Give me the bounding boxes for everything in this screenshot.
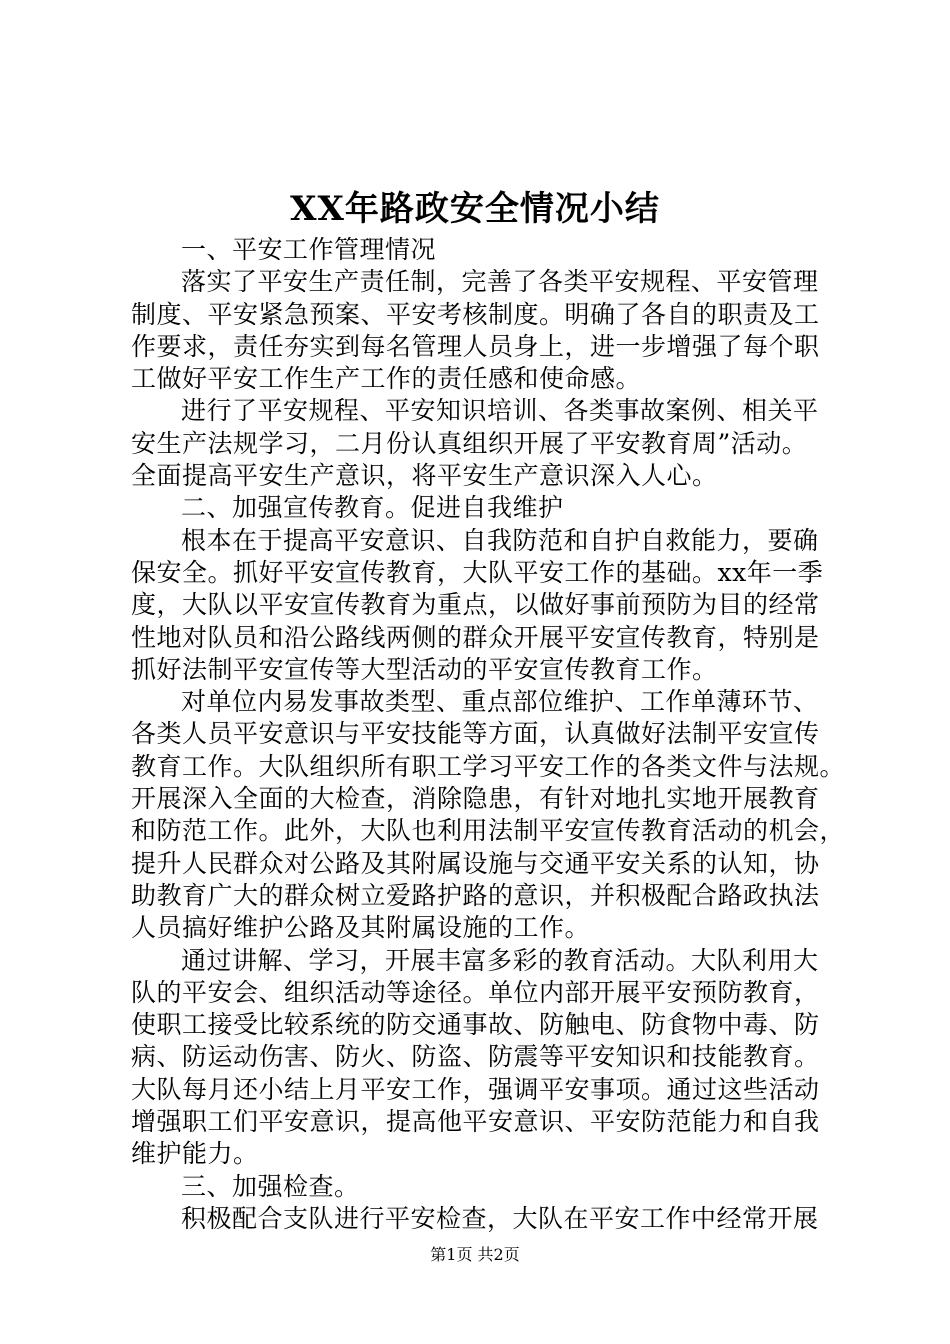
paragraph-line: 制度、平安紧急预案、平安考核制度。明确了各自的职责及工: [131, 299, 820, 329]
paragraph-line: 保安全。抓好平安宣传教育，大队平安工作的基础。xx年一季: [131, 557, 824, 587]
paragraph-line: 病、防运动伤害、防火、防盗、防震等平安知识和技能教育。: [131, 1042, 820, 1072]
paragraph-line: 维护能力。: [131, 1139, 259, 1169]
paragraph-line: 度，大队以平安宣传教育为重点，以做好事前预防为目的经常: [131, 590, 820, 620]
paragraph-line: 抓好法制平安宣传等大型活动的平安宣传教育工作。: [131, 654, 718, 684]
section-heading: 一、平安工作管理情况: [181, 235, 437, 264]
paragraph-line: 开展深入全面的大检查，消除隐患，有针对地扎实地开展教育: [131, 784, 820, 814]
paragraph-line: 工做好平安工作生产工作的责任感和使命感。: [131, 364, 642, 394]
paragraph-line: 教育工作。大队组织所有职工学习平安工作的各类文件与法规。: [131, 751, 846, 781]
paragraph-line: 对单位内易发事故类型、重点部位维护、工作单薄环节、: [181, 687, 819, 717]
paragraph-line: 大队每月还小结上月平安工作，强调平安事项。通过这些活动: [131, 1074, 820, 1104]
document-title: XX年路政安全情况小结: [290, 189, 660, 229]
paragraph-line: 使职工接受比较系统的防交通事故、防触电、防食物中毒、防: [131, 1010, 820, 1040]
paragraph-line: 安生产法规学习，二月份认真组织开展了平安教育周”活动。: [131, 428, 808, 458]
paragraph-line: 和防范工作。此外，大队也利用法制平安宣传教育活动的机会，: [131, 816, 846, 846]
document-body: [131, 234, 846, 1235]
page-number-footer: 第1页 共2页: [430, 1245, 520, 1264]
paragraph-line: 性地对队员和沿公路线两侧的群众开展平安宣传教育，特别是: [131, 622, 820, 652]
paragraph-line: 落实了平安生产责任制，完善了各类平安规程、平安管理: [181, 267, 819, 297]
paragraph-line: 助教育广大的群众树立爱路护路的意识，并积极配合路政执法: [131, 880, 820, 910]
paragraph-line: 人员搞好维护公路及其附属设施的工作。: [131, 913, 591, 943]
paragraph-line: 增强职工们平安意识，提高他平安意识、平安防范能力和自我: [131, 1107, 820, 1137]
section-heading: 三、加强检查。: [181, 1171, 360, 1201]
paragraph-line: 全面提高平安生产意识，将平安生产意识深入人心。: [131, 461, 718, 491]
section-heading: 二、加强宣传教育。促进自我维护: [181, 493, 564, 523]
paragraph-line: 队的平安会、组织活动等途径。单位内部开展平安预防教育，: [131, 977, 820, 1007]
paragraph-line: 通过讲解、学习，开展丰富多彩的教育活动。大队利用大: [181, 945, 819, 975]
paragraph-line: 根本在于提高平安意识、自我防范和自护自救能力，要确: [181, 525, 819, 555]
paragraph-line: 进行了平安规程、平安知识培训、各类事故案例、相关平: [181, 396, 819, 426]
paragraph-line: 各类人员平安意识与平安技能等方面，认真做好法制平安宣传: [131, 719, 820, 749]
paragraph-line: 积极配合支队进行平安检查，大队在平安工作中经常开展: [181, 1203, 819, 1233]
paragraph-line: 提升人民群众对公路及其附属设施与交通平安关系的认知，协: [131, 848, 820, 878]
paragraph-line: 作要求，责任夯实到每名管理人员身上，进一步增强了每个职: [131, 331, 820, 361]
